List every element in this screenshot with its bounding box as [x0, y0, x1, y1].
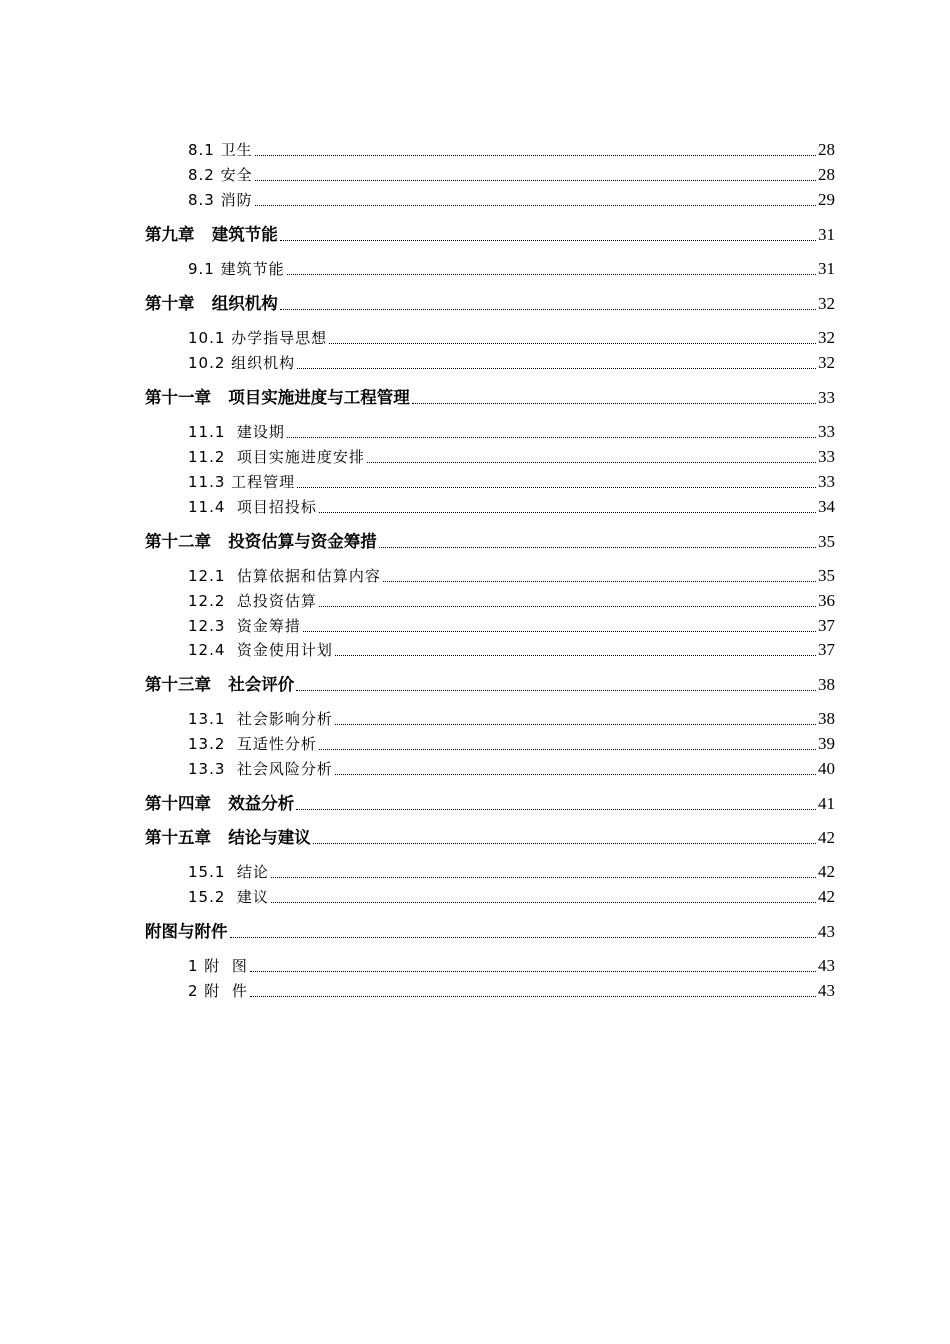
dot-leader — [280, 309, 816, 310]
toc-entry-title: 第十四章 效益分析 — [145, 794, 295, 813]
dot-leader — [250, 996, 816, 997]
toc-section-entry[interactable] — [0, 707, 835, 729]
toc-page-number: 35 — [818, 532, 835, 551]
toc-page-number: 33 — [818, 472, 835, 491]
toc-page-number: 33 — [818, 447, 835, 466]
toc-entry-title: 12.2 总投资估算 — [188, 592, 317, 610]
toc-page-number: 32 — [818, 294, 835, 313]
dot-leader — [280, 240, 816, 241]
toc-chapter-entry[interactable] — [0, 223, 835, 245]
toc-page-number: 41 — [818, 794, 835, 813]
toc-entry-title: 8.1 卫生 — [188, 141, 253, 159]
toc-section-entry[interactable] — [0, 326, 835, 348]
toc-page-number: 42 — [818, 862, 835, 881]
dot-leader — [383, 581, 816, 582]
toc-entry-title: 12.3 资金筹措 — [188, 617, 301, 635]
toc-entry-title: 8.2 安全 — [188, 166, 253, 184]
toc-entry-title: 1 附 图 — [188, 957, 248, 975]
dot-leader — [313, 843, 816, 844]
dot-leader — [319, 512, 816, 513]
toc-section-entry[interactable] — [0, 188, 835, 210]
toc-entry-title: 12.4 资金使用计划 — [188, 641, 333, 659]
dot-leader — [412, 403, 816, 404]
toc-section-entry[interactable] — [0, 163, 835, 185]
dot-leader — [335, 655, 816, 656]
toc-section-entry[interactable] — [0, 614, 835, 636]
toc-section-entry[interactable] — [0, 757, 835, 779]
toc-section-entry[interactable] — [0, 351, 835, 373]
toc-entry-title: 13.1 社会影响分析 — [188, 710, 333, 728]
toc-page-number: 38 — [818, 709, 835, 728]
toc-page-number: 39 — [818, 734, 835, 753]
toc-page-number: 40 — [818, 759, 835, 778]
dot-leader — [296, 809, 816, 810]
dot-leader — [230, 937, 817, 938]
toc-page-number: 34 — [818, 497, 835, 516]
dot-leader — [319, 606, 816, 607]
toc-section-entry[interactable] — [0, 470, 835, 492]
toc-chapter-entry[interactable] — [0, 292, 835, 314]
toc-page-number: 31 — [818, 259, 835, 278]
toc-page-number: 42 — [818, 828, 835, 847]
dot-leader — [255, 205, 816, 206]
toc-chapter-entry[interactable] — [0, 386, 835, 408]
toc-section-entry[interactable] — [0, 732, 835, 754]
dot-leader — [296, 690, 816, 691]
dot-leader — [271, 877, 816, 878]
toc-chapter-entry[interactable] — [0, 530, 835, 552]
dot-leader — [379, 547, 816, 548]
toc-page-number: 43 — [818, 981, 835, 1000]
toc-page-number: 32 — [818, 353, 835, 372]
toc-section-entry[interactable] — [0, 445, 835, 467]
dot-leader — [287, 274, 816, 275]
dot-leader — [297, 487, 816, 488]
toc-page-number: 29 — [818, 190, 835, 209]
toc-page-number: 33 — [818, 388, 835, 407]
toc-entry-title: 10.1 办学指导思想 — [188, 329, 328, 347]
toc-page-number: 28 — [818, 140, 835, 159]
dot-leader — [287, 437, 816, 438]
toc-section-entry[interactable] — [0, 564, 835, 586]
toc-entry-title: 11.2 项目实施进度安排 — [188, 448, 365, 466]
toc-entry-title: 15.1 结论 — [188, 863, 269, 881]
toc-entry-title: 11.1 建设期 — [188, 423, 285, 441]
toc-page-number: 43 — [818, 956, 835, 975]
toc-entry-title: 13.2 互适性分析 — [188, 735, 317, 753]
toc-entry-title: 11.4 项目招投标 — [188, 498, 317, 516]
toc-page-number: 35 — [818, 566, 835, 585]
toc-page-number: 33 — [818, 422, 835, 441]
toc-entry-title: 10.2 组织机构 — [188, 354, 296, 372]
toc-chapter-entry[interactable] — [0, 673, 835, 695]
dot-leader — [319, 749, 816, 750]
toc-section-entry[interactable] — [0, 860, 835, 882]
dot-leader — [255, 180, 816, 181]
toc-entry-title: 9.1 建筑节能 — [188, 260, 285, 278]
toc-page-number: 42 — [818, 887, 835, 906]
toc-page-number: 36 — [818, 591, 835, 610]
dot-leader — [297, 368, 816, 369]
dot-leader — [303, 631, 816, 632]
toc-entry-title: 第十五章 结论与建议 — [145, 828, 311, 847]
toc-entry-title: 第九章 建筑节能 — [145, 225, 278, 244]
toc-page-number: 28 — [818, 165, 835, 184]
toc-entry-title: 第十一章 项目实施进度与工程管理 — [145, 388, 410, 407]
dot-leader — [255, 155, 816, 156]
toc-section-entry[interactable] — [0, 979, 835, 1001]
toc-page-number: 32 — [818, 328, 835, 347]
dot-leader — [335, 774, 816, 775]
toc-entry-title: 11.3 工程管理 — [188, 473, 296, 491]
toc-page-number: 38 — [818, 675, 835, 694]
toc-section-entry[interactable] — [0, 885, 835, 907]
toc-entry-title: 第十三章 社会评价 — [145, 675, 295, 694]
toc-section-entry[interactable] — [0, 638, 835, 660]
toc-page-number: 31 — [818, 225, 835, 244]
toc-entry-title: 13.3 社会风险分析 — [188, 760, 333, 778]
toc-chapter-entry[interactable] — [0, 826, 835, 848]
dot-leader — [335, 724, 816, 725]
dot-leader — [329, 343, 816, 344]
toc-page-number: 37 — [818, 616, 835, 635]
dot-leader — [250, 971, 816, 972]
toc-section-entry[interactable] — [0, 954, 835, 976]
toc-section-entry[interactable] — [0, 589, 835, 611]
toc-entry-title: 第十二章 投资估算与资金筹措 — [145, 532, 377, 551]
toc-section-entry[interactable] — [0, 420, 835, 442]
toc-entry-title: 2 附 件 — [188, 982, 248, 1000]
dot-leader — [367, 462, 816, 463]
toc-page-number: 43 — [818, 922, 835, 941]
toc-section-entry[interactable] — [0, 257, 835, 279]
toc-entry-title: 第十章 组织机构 — [145, 294, 278, 313]
toc-entry-title: 15.2 建议 — [188, 888, 269, 906]
toc-entry-title: 附图与附件 — [145, 922, 228, 941]
toc-chapter-entry[interactable] — [0, 920, 835, 942]
toc-entry-title: 8.3 消防 — [188, 191, 253, 209]
toc-chapter-entry[interactable] — [0, 792, 835, 814]
toc-page-number: 37 — [818, 640, 835, 659]
toc-section-entry[interactable] — [0, 495, 835, 517]
dot-leader — [271, 902, 816, 903]
toc-entry-title: 12.1 估算依据和估算内容 — [188, 567, 381, 585]
toc-section-entry[interactable] — [0, 138, 835, 160]
